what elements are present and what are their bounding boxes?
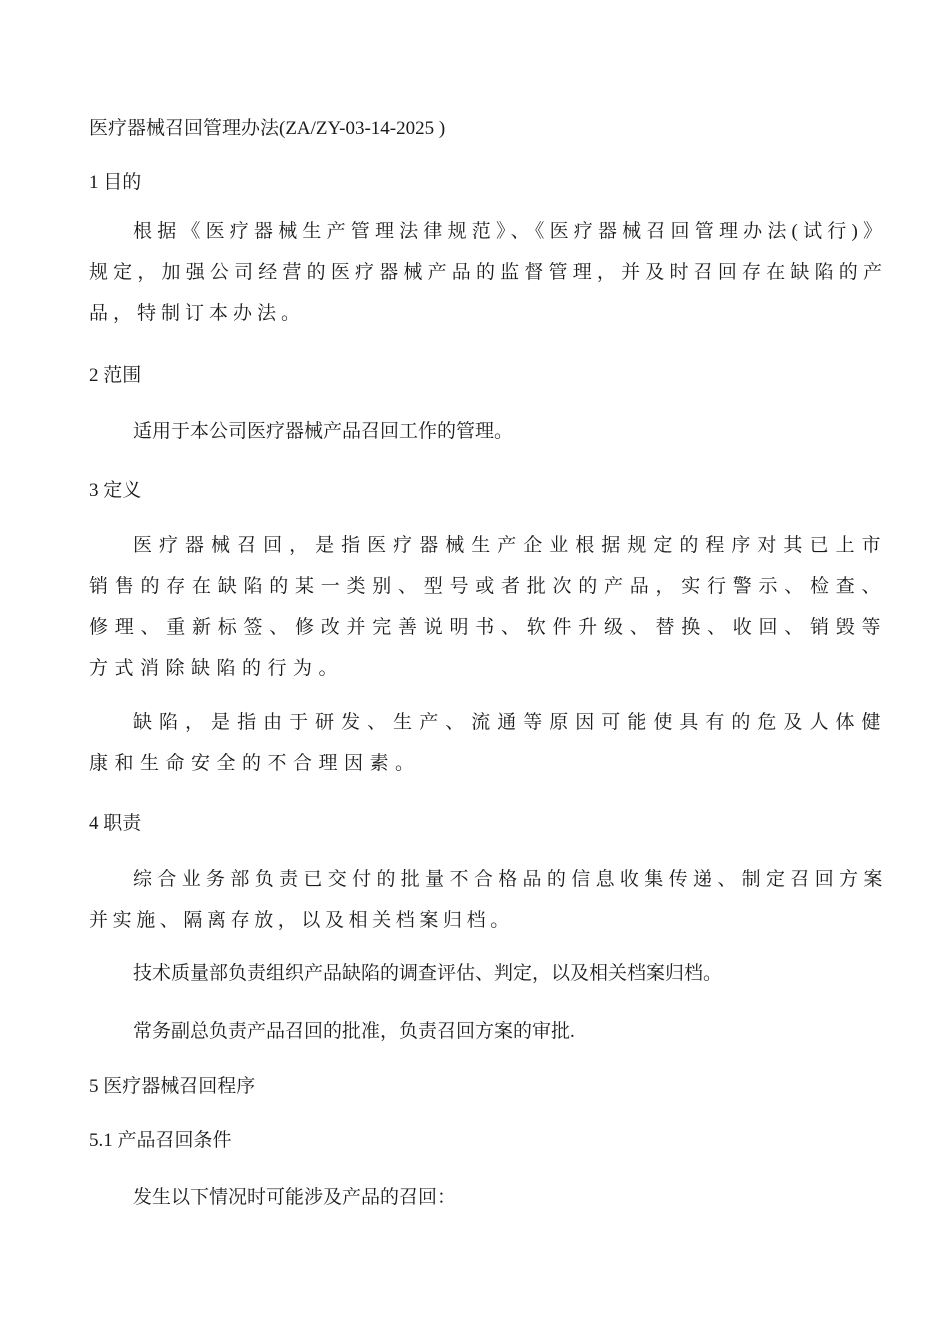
paragraph-responsibility-business: 综合业务部负责已交付的批量不合格品的信息收集传递、制定召回方案并实施、隔离存放，以及相关档案归档。 [89, 869, 887, 931]
paragraph-scope: 适用于本公司医疗器械产品召回工作的管理。 [133, 421, 514, 442]
paragraph-purpose: 根据《医疗器械生产管理法律规范》、《医疗器械召回管理办法(试行)》规定，加强公司经营的医疗器械产品的监督管理，并及时召回存在缺陷的产品，特制订本办法。 [89, 221, 887, 324]
section-heading-recall-procedure: 5 医疗器械召回程序 [89, 1076, 256, 1097]
section-heading-purpose: 1 目的 [89, 172, 142, 193]
paragraph-responsibility-vp: 常务副总负责产品召回的批准，负责召回方案的审批. [133, 1021, 575, 1042]
section-heading-definition: 3 定义 [89, 480, 142, 501]
paragraph-recall-conditions: 发生以下情况时可能涉及产品的召回： [133, 1187, 457, 1208]
section-heading-responsibilities: 4 职责 [89, 813, 142, 834]
paragraph-definition-recall: 医疗器械召回，是指医疗器械生产企业根据规定的程序对其已上市销售的存在缺陷的某一类别、型号或者批次的产品，实行警示、检查、修理、重新标签、修改并完善说明书、软件升级、替换、收回、销毁等方式消除缺陷的行为。 [89, 535, 887, 679]
paragraph-responsibility-quality: 技术质量部负责组织产品缺陷的调查评估、判定，以及相关档案归档。 [133, 963, 723, 984]
section-heading-scope: 2 范围 [89, 365, 142, 386]
paragraph-definition-defect: 缺陷，是指由于研发、生产、流通等原因可能使具有的危及人体健康和生命安全的不合理因素。 [89, 712, 887, 774]
document-title: 医疗器械召回管理办法(ZA/ZY-03-14-2025 ) [89, 118, 446, 139]
section-heading-recall-conditions: 5.1 产品召回条件 [89, 1130, 232, 1151]
document-page [89, 0, 887, 1344]
